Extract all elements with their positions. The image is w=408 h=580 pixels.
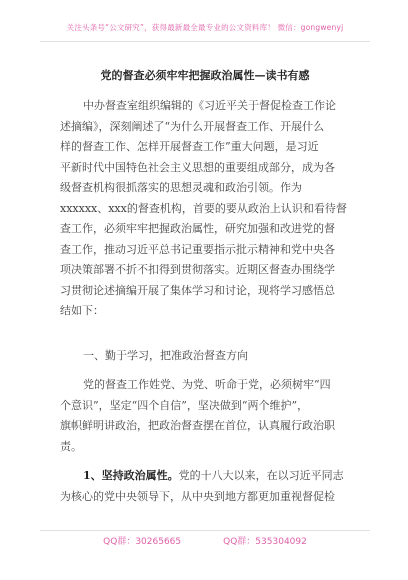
footer-qq-group-1: QQ群：30265665 — [103, 537, 182, 547]
text-line — [60, 466, 358, 487]
document-title: 党的督查必须牢牢把握政治属性—读书有感 — [100, 69, 310, 82]
text-line: 结如下： — [60, 304, 104, 317]
text-line: 党的督查工作姓党、为党、听命于党，必须树牢“四 — [83, 378, 331, 391]
text-line: 级督查机构很抓落实的思想灵魂和政治引领。作为 — [60, 181, 302, 194]
text-line: 查工作，必须牢牢把握政治属性，研究加强和改进党的督 — [60, 222, 335, 235]
text-line: 个意识”，坚定“四个自信”，坚决做到“两个维护”， — [60, 398, 309, 412]
text-line: 述摘编》，深刻阐述了“为什么开展督查工作、开展什么 — [60, 119, 325, 133]
text-line: 为核心的党中央领导下，从中央到地方都更加重视督促检 — [60, 489, 335, 503]
point-text: 党的十八大以来，在以习近平同志 — [178, 469, 344, 482]
text-line: 项决策部署不折不扣得到贯彻落实。近期区督查办围绕学 — [60, 263, 335, 276]
footer-divider — [40, 530, 370, 531]
text-line: xxxxxx、xxx的督查机构，首要的要从政治上认识和看待督 — [60, 201, 347, 215]
text-line: 中办督查室组织编辑的《习近平关于督促检查工作论 — [83, 99, 336, 112]
text-line: 平新时代中国特色社会主义思想的重要组成部分，成为各 — [60, 160, 335, 174]
text-line: 样的督查工作、怎样开展督查工作”重大问题，是习近 — [60, 140, 319, 153]
paragraph-section-one — [60, 375, 358, 457]
text-line: 习贯彻论述摘编开展了集体学习和讨论，现将学习感悟总 — [60, 283, 335, 297]
paragraph-intro — [60, 96, 358, 322]
text-line: 责。 — [60, 439, 82, 453]
footer-qq-group-2: QQ群：535304092 — [223, 537, 307, 547]
text-line: 旗帜鲜明讲政治，把政治督查摆在首位，认真履行政治职 — [60, 419, 335, 432]
header-divider — [40, 41, 370, 42]
header-banner: 关注头条号“公文研究”，获得最新最全最专业的公文资料库！ 微信：gongwenyj — [66, 23, 344, 32]
footer — [40, 534, 370, 547]
text-line: 查工作，推动习近平总书记重要指示批示精神和党中央各 — [60, 242, 335, 256]
point-heading: 1、坚持政治属性。 — [83, 469, 179, 482]
paragraph-point-one — [60, 466, 358, 507]
section-heading: 一、勤于学习，把准政治督查方向 — [83, 349, 248, 362]
